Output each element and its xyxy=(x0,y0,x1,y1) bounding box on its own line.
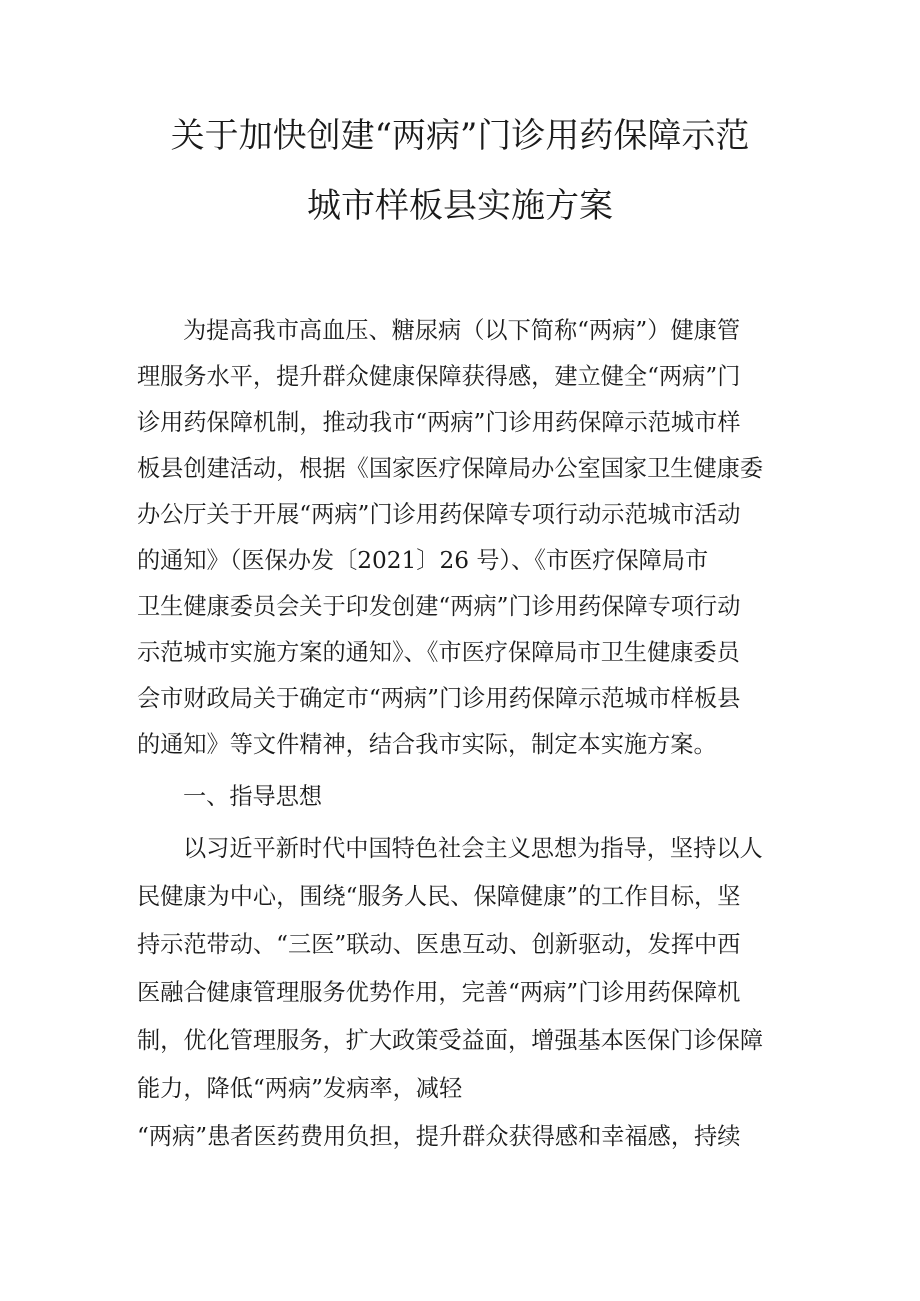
paragraph-line: 理服务水平，提升群众健康保障获得感，建立健全“两病”门 xyxy=(137,363,741,390)
section-heading: 一、指导思想 xyxy=(183,783,323,810)
paragraph-line: 民健康为中心，围绕“服务人民、保障健康”的工作目标，坚 xyxy=(137,883,741,910)
paragraph-line: 会市财政局关于确定市“两病”门诊用药保障示范城市样板县 xyxy=(137,685,741,712)
paragraph-line: 医融合健康管理服务优势作用，完善“两病”门诊用药保障机 xyxy=(137,979,741,1006)
document-title-line-2: 城市样板县实施方案 xyxy=(307,186,613,226)
paragraph-line: 办公厅关于开展“两病”门诊用药保障专项行动示范城市活动 xyxy=(137,501,741,528)
paragraph-line: 卫生健康委员会关于印发创建“两病”门诊用药保障专项行动 xyxy=(137,593,741,620)
document-title-line-1: 关于加快创建“两病”门诊用药保障示范 xyxy=(170,116,750,156)
paragraph-line: 诊用药保障机制，推动我市“两病”门诊用药保障示范城市样 xyxy=(137,409,741,436)
paragraph-line: 制，优化管理服务，扩大政策受益面，增强基本医保门诊保障 xyxy=(137,1027,764,1054)
paragraph-line: 的通知》等文件精神，结合我市实际，制定本实施方案。 xyxy=(137,731,717,758)
paragraph-line: 以习近平新时代中国特色社会主义思想为指导，坚持以人 xyxy=(183,835,763,862)
paragraph-line: 持示范带动、“三医”联动、医患互动、创新驱动，发挥中西 xyxy=(137,931,741,958)
paragraph-line: 示范城市实施方案的通知》、《市医疗保障局市卫生健康委员 xyxy=(137,639,740,666)
paragraph-line: 的通知》（医保办发〔2021〕26 号）、《市医疗保障局市 xyxy=(137,547,709,574)
paragraph-line: “两病”患者医药费用负担，提升群众获得感和幸福感，持续 xyxy=(137,1123,741,1150)
paragraph-line: 板县创建活动，根据《国家医疗保障局办公室国家卫生健康委 xyxy=(137,455,764,482)
paragraph-line: 为提高我市高血压、糖尿病（以下简称“两病”）健康管 xyxy=(183,317,741,344)
paragraph-line: 能力，降低“两病”发病率，减轻 xyxy=(137,1075,463,1102)
